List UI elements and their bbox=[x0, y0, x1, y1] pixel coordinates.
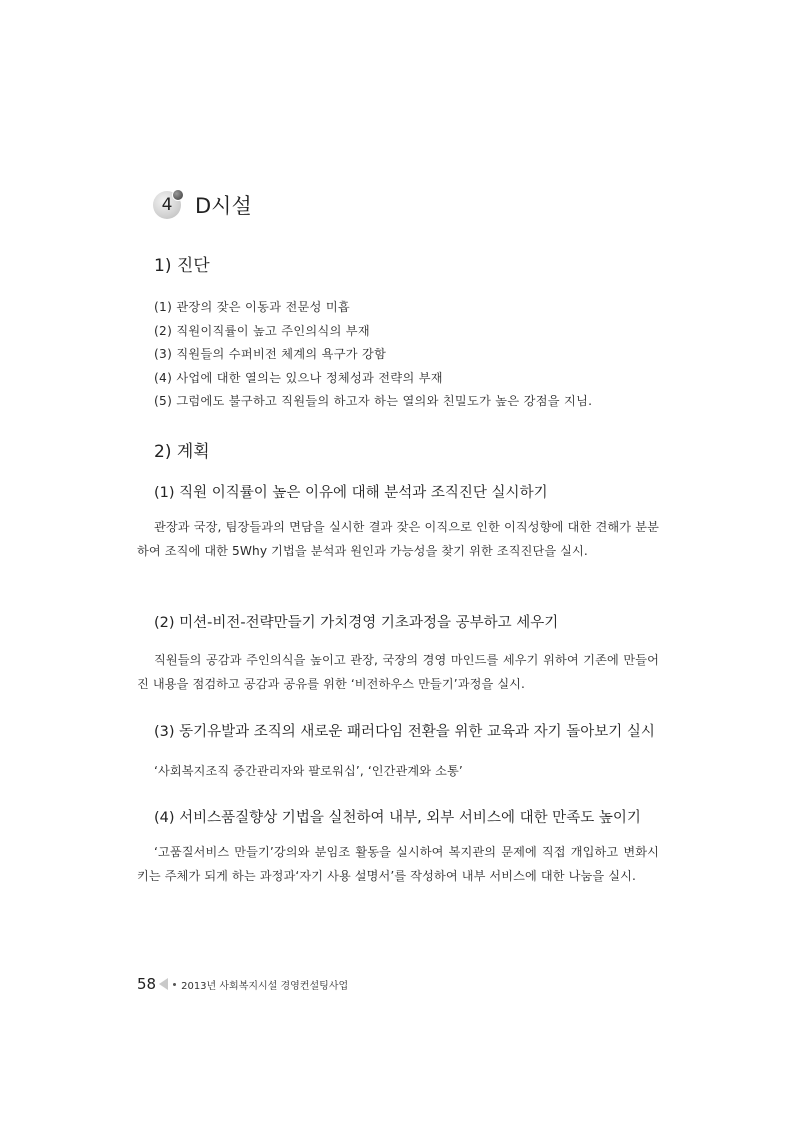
list-item: (3) 직원들의 수퍼비전 체계의 욕구가 강함 bbox=[154, 347, 387, 361]
list-item: (2) 직원이직률이 높고 주인의식의 부재 bbox=[154, 323, 370, 338]
section-number-badge bbox=[153, 191, 181, 219]
diagnosis-heading: 1) 진단 bbox=[154, 256, 210, 276]
plan-item-3-title: (3) 동기유발과 조직의 새로운 패러다임 전환을 위한 교육과 자기 돌아보기 실시 bbox=[154, 724, 655, 740]
list-item: (4) 사업에 대한 열의는 있으나 정체성과 전략의 부재 bbox=[154, 370, 443, 385]
plan-item-1-title: (1) 직원 이직률이 높은 이유에 대해 분석과 조직진단 실시하기 bbox=[154, 485, 548, 501]
section-number: 4 bbox=[161, 195, 173, 215]
plan-item-1-body: 관장과 국장, 팀장들과의 면담을 실시한 결과 잦은 이직으로 인한 이직성향에 대한 견해가 분분하여 조직에 대한 5Why 기법을 분석과 원인과 가능성을 찾기 위한 조직진단을 실시. bbox=[137, 520, 659, 558]
plan-heading: 2) 계획 bbox=[154, 442, 210, 462]
section-heading bbox=[153, 190, 252, 220]
list-item: (5) 그럼에도 불구하고 직원들의 하고자 하는 열의와 친밀도가 높은 강점을 지님. bbox=[154, 394, 593, 408]
arrow-left-icon bbox=[159, 978, 168, 990]
bullet-dot-icon bbox=[173, 983, 176, 986]
plan-item-4-body: ‘고품질서비스 만들기’강의와 분임조 활동을 실시하여 복지관의 문제에 직접 개입하고 변화시키는 주체가 되게 하는 과정과‘자기 사용 설명서’를 작성하여 내부 서비스에 대한 나눔을 실시. bbox=[137, 845, 659, 883]
plan-item-2-body: 직원들의 공감과 주인의식을 높이고 관장, 국장의 경영 마인드를 세우기 위하여 기존에 만들어진 내용을 점검하고 공감과 공유를 위한 ‘비전하우스 만들기’과정을 실시. bbox=[137, 653, 659, 691]
badge-dot-icon bbox=[172, 189, 184, 201]
diagnosis-list bbox=[154, 296, 592, 414]
plan-item-3-body: ‘사회복지조직 중간관리자와 팔로워십’, ‘인간관계와 소통’ bbox=[154, 764, 463, 778]
section-title: D시설 bbox=[195, 194, 252, 218]
plan-item-2-title: (2) 미션-비전-전략만들기 가치경영 기초과정을 공부하고 세우기 bbox=[154, 615, 559, 631]
page-number: 58 bbox=[137, 975, 157, 993]
page-footer bbox=[137, 975, 348, 993]
publication-title: 2013년 사회복지시설 경영컨설팅사업 bbox=[181, 980, 349, 992]
plan-item-4-title: (4) 서비스품질향상 기법을 실천하여 내부, 외부 서비스에 대한 만족도 높이기 bbox=[154, 810, 641, 826]
list-item: (1) 관장의 잦은 이동과 전문성 미흡 bbox=[154, 300, 350, 314]
